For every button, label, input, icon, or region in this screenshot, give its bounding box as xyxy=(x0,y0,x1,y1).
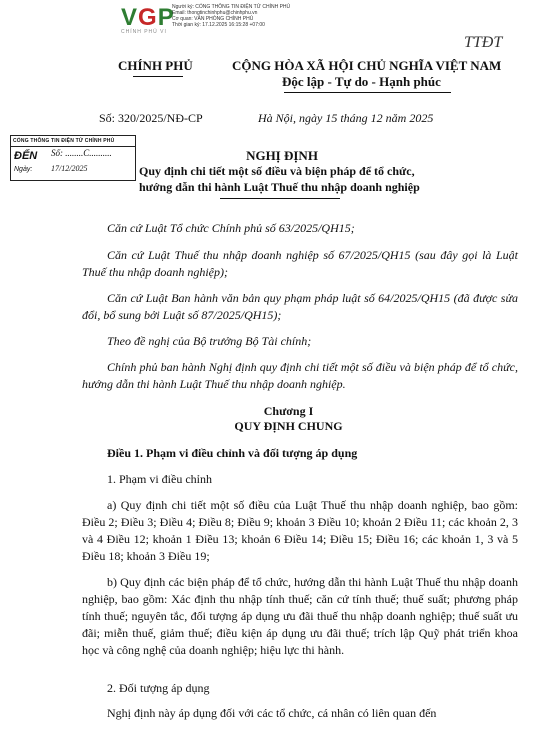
signature-time: Thời gian ký: 17.12.2025 16:15:28 +07:00 xyxy=(172,22,265,28)
title-underline xyxy=(220,198,340,199)
chapter-number: Chương I xyxy=(263,404,314,418)
stamp-den-label: ĐẾN xyxy=(14,150,38,162)
preamble-basis-1: Căn cứ Luật Tổ chức Chính phủ số 63/2025/QH15; xyxy=(107,221,355,235)
vgp-logo-subtitle: CHÍNH PHỦ VI xyxy=(121,29,167,35)
signature-signer: Người ký: CỔNG THÔNG TIN ĐIỆN TỬ CHÍNH PHỦ xyxy=(172,4,291,10)
national-motto: Độc lập - Tự do - Hạnh phúc xyxy=(282,74,441,89)
article-1-clause-2-text: Nghị định này áp dụng đối với các tổ chức, cá nhân có liên quan đến xyxy=(107,706,437,720)
stamp-header: CỔNG THÔNG TIN ĐIỆN TỬ CHÍNH PHỦ xyxy=(11,136,135,147)
article-1-clause-2: 2. Đối tượng áp dụng xyxy=(107,681,210,695)
article-1-point-a: a) Quy định chi tiết một số điều của Luật Thuế thu nhập doanh nghiệp, bao gồm: Điều 2; Điều 3; Điều 4; Điều 8; Điều 9; khoản 3 Điều 10; khoản 2 Điều 11; các khoản 2, 3 và 4 Điều 12; khoản 1 Điều 13; khoản 6 Điều 14; Điều 15; Điều 16; các khoản 1, 3 và 5 Điều 18; khoản 3 Điều 19; xyxy=(82,498,518,563)
issuing-agency: CHÍNH PHỦ xyxy=(118,58,193,73)
nation-name: CỘNG HÒA XÃ HỘI CHỦ NGHĨA VIỆT NAM xyxy=(232,58,502,73)
stamp-number: Số: ........C.......... xyxy=(51,148,112,158)
vgp-logo: VGP xyxy=(121,4,175,31)
preamble-basis-3: Căn cứ Luật Ban hành văn bản quy phạm pháp luật số 64/2025/QH15 (đã được sửa đổi, bổ sung bởi Luật số 87/2025/QH15); xyxy=(82,291,518,322)
decree-subtitle-line-2: hướng dẫn thi hành Luật Thuế thu nhập doanh nghiệp xyxy=(139,180,420,194)
signature-email: Email: thongtinchinhphu@chinhphu.vn xyxy=(172,10,258,16)
article-1-heading: Điều 1. Phạm vi điều chỉnh và đối tượng áp dụng xyxy=(107,446,358,460)
signature-agency: Cơ quan: VĂN PHÒNG CHÍNH PHỦ xyxy=(172,16,254,22)
agency-underline xyxy=(133,76,183,77)
place-date: Hà Nội, ngày 15 tháng 12 năm 2025 xyxy=(258,111,434,125)
preamble-enactment: Chính phủ ban hành Nghị định quy định chi tiết một số điều và biện pháp để tổ chức, hướng dẫn thi hành Luật Thuế thu nhập doanh nghiệp. xyxy=(82,360,518,391)
preamble-basis-2: Căn cứ Luật Thuế thu nhập doanh nghiệp số 67/2025/QH15 (sau đây gọi là Luật Thuế thu nhập doanh nghiệp); xyxy=(82,248,518,279)
handwritten-note: TTĐT xyxy=(464,34,503,51)
stamp-date-label: Ngày: xyxy=(14,166,33,173)
article-1-clause-1: 1. Phạm vi điều chỉnh xyxy=(107,472,212,486)
document-number: Số: 320/2025/NĐ-CP xyxy=(99,111,203,125)
article-1-point-b: b) Quy định các biện pháp để tổ chức, hướng dẫn thi hành Luật Thuế thu nhập doanh nghiệp, bao gồm: Xác định thu nhập tính thuế; căn cứ tính thuế; thuế suất; phương pháp tính thuế; nguyên tắc, đối tượng áp dụng ưu đãi thuế thu nhập doanh nghiệp; thuế suất ưu đãi; miễn thuế, giảm thuế; điều kiện áp dụng ưu đãi thuế; trích lập Quỹ phát triển khoa học và công nghệ của doanh nghiệp; hiệu lực thi hành. xyxy=(82,575,518,657)
chapter-name: QUY ĐỊNH CHUNG xyxy=(234,419,343,433)
decree-title: NGHỊ ĐỊNH xyxy=(246,148,318,163)
decree-subtitle-line-1: Quy định chi tiết một số điều và biện pháp để tổ chức, xyxy=(139,164,415,178)
stamp-date: 17/12/2025 xyxy=(51,164,88,173)
preamble-proposal: Theo đề nghị của Bộ trưởng Bộ Tài chính; xyxy=(107,334,312,348)
motto-underline xyxy=(284,92,451,93)
decree-subtitle xyxy=(139,163,519,195)
